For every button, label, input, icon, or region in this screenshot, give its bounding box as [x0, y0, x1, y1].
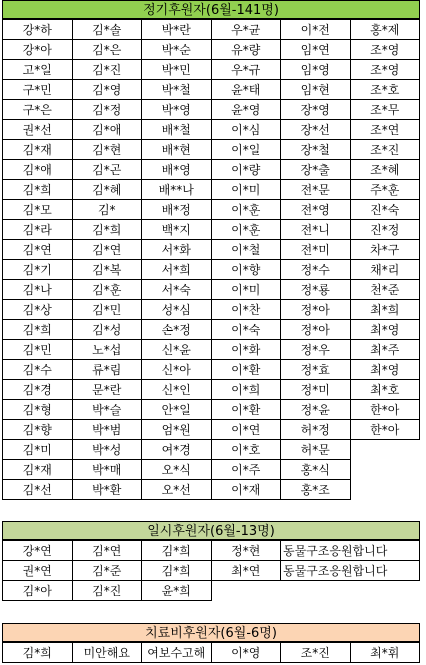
- table-row: [3, 20, 420, 40]
- donor-name-cell: 여보수고해: [142, 643, 212, 663]
- donor-name-cell: 강*하: [3, 20, 73, 40]
- donor-name-cell: 신*윤: [142, 340, 212, 360]
- donor-name-cell: 박*환: [72, 480, 142, 500]
- donor-name-cell: 신*인: [142, 380, 212, 400]
- table-row: [3, 280, 420, 300]
- donor-name-cell: 강*연: [3, 541, 73, 561]
- donor-name-cell: 이*환: [211, 400, 281, 420]
- table-row: [3, 120, 420, 140]
- donor-name-cell: 윤*희: [142, 581, 212, 601]
- donor-name-cell: 배*철: [142, 120, 212, 140]
- onetime-donors-section: [2, 521, 420, 601]
- donor-name-cell: 여*경: [142, 440, 212, 460]
- donor-name-cell: 허*문: [281, 440, 351, 460]
- table-row: [3, 160, 420, 180]
- table-row: [3, 220, 420, 240]
- table-row: [3, 60, 420, 80]
- table-row: [3, 380, 420, 400]
- donor-name-cell: 최*휘: [350, 643, 420, 663]
- donor-name-cell: 최*호: [350, 380, 420, 400]
- donor-name-cell: 김*연: [72, 240, 142, 260]
- donor-name-cell: 김*수: [3, 360, 73, 380]
- donor-note-cell: [281, 581, 420, 601]
- regular-donors-table: [2, 19, 420, 500]
- donor-name-cell: 조*호: [350, 80, 420, 100]
- donor-name-cell: 노*섭: [72, 340, 142, 360]
- donor-name-cell: 서*숙: [142, 280, 212, 300]
- donor-name-cell: 윤*태: [211, 80, 281, 100]
- donor-name-cell: 윤*영: [211, 100, 281, 120]
- donor-name-cell: 이*철: [211, 240, 281, 260]
- donor-name-cell: 조*혜: [350, 160, 420, 180]
- donor-name-cell: 이*훈: [211, 200, 281, 220]
- donor-name-cell: 김*희: [3, 180, 73, 200]
- donor-name-cell: 김*훈: [72, 280, 142, 300]
- donor-name-cell: 전*문: [281, 180, 351, 200]
- donor-name-cell: 김*진: [72, 60, 142, 80]
- donor-name-cell: 홍*식: [281, 460, 351, 480]
- donor-name-cell: 박*영: [142, 100, 212, 120]
- donor-name-cell: 신*아: [142, 360, 212, 380]
- regular-donors-section: [2, 0, 420, 500]
- donor-name-cell: 박*매: [72, 460, 142, 480]
- donor-name-cell: 김*연: [3, 240, 73, 260]
- donor-name-cell: 이*환: [211, 360, 281, 380]
- donor-name-cell: 이*영: [211, 643, 281, 663]
- donor-name-cell: 정*수: [281, 260, 351, 280]
- donor-name-cell: [350, 440, 420, 460]
- donor-name-cell: 조*영: [350, 40, 420, 60]
- table-row: [3, 561, 420, 581]
- donor-name-cell: 배*영: [142, 160, 212, 180]
- donor-name-cell: 서*화: [142, 240, 212, 260]
- table-row: [3, 420, 420, 440]
- donor-name-cell: 박*슬: [72, 400, 142, 420]
- donor-name-cell: 김*재: [3, 140, 73, 160]
- donor-name-cell: 채*리: [350, 260, 420, 280]
- donor-name-cell: 오*선: [142, 480, 212, 500]
- donor-name-cell: 장*출: [281, 160, 351, 180]
- donor-name-cell: 조*영: [350, 60, 420, 80]
- donor-name-cell: 박*범: [72, 420, 142, 440]
- donor-name-cell: 김*민: [72, 300, 142, 320]
- regular-donors-header: 정기후원자(6월-141명): [2, 0, 420, 19]
- onetime-donors-table: [2, 540, 420, 601]
- donor-name-cell: [211, 581, 281, 601]
- donor-name-cell: 장*영: [281, 100, 351, 120]
- table-row: [3, 260, 420, 280]
- donor-name-cell: 박*순: [142, 40, 212, 60]
- donor-name-cell: 김*희: [72, 220, 142, 240]
- donor-name-cell: 김*성: [72, 320, 142, 340]
- donor-name-cell: 김*진: [72, 581, 142, 601]
- donor-name-cell: 정*효: [281, 360, 351, 380]
- donor-name-cell: 허*정: [281, 420, 351, 440]
- donor-name-cell: 구*민: [3, 80, 73, 100]
- donor-name-cell: 최*영: [350, 320, 420, 340]
- donor-name-cell: 강*아: [3, 40, 73, 60]
- donor-name-cell: 엄*원: [142, 420, 212, 440]
- donor-name-cell: 김*형: [3, 400, 73, 420]
- donor-name-cell: 이*량: [211, 160, 281, 180]
- donor-note-cell: 동물구조응원합니다: [281, 561, 420, 581]
- donor-name-cell: 정*룡: [281, 280, 351, 300]
- donor-name-cell: 조*무: [350, 100, 420, 120]
- donor-name-cell: 정*윤: [281, 400, 351, 420]
- donor-name-cell: 김*혜: [72, 180, 142, 200]
- donor-name-cell: [350, 460, 420, 480]
- donor-name-cell: 김*애: [3, 160, 73, 180]
- donor-name-cell: 고*일: [3, 60, 73, 80]
- medical-donors-table: [2, 642, 420, 663]
- table-row: [3, 340, 420, 360]
- donor-name-cell: 천*준: [350, 280, 420, 300]
- donor-name-cell: 김*희: [142, 541, 212, 561]
- donor-name-cell: 이*연: [211, 420, 281, 440]
- donor-name-cell: 김*라: [3, 220, 73, 240]
- donor-name-cell: 김*정: [72, 100, 142, 120]
- donor-name-cell: 조*진: [281, 643, 351, 663]
- donor-name-cell: 조*연: [350, 120, 420, 140]
- donor-name-cell: 주*훈: [350, 180, 420, 200]
- table-row: [3, 100, 420, 120]
- donor-name-cell: 홍*제: [350, 20, 420, 40]
- donor-name-cell: 정*우: [281, 340, 351, 360]
- medical-donors-section: [2, 623, 420, 663]
- donor-name-cell: 이*찬: [211, 300, 281, 320]
- donor-name-cell: 박*민: [142, 60, 212, 80]
- donor-name-cell: 김*모: [3, 200, 73, 220]
- table-row: [3, 40, 420, 60]
- table-row: [3, 480, 420, 500]
- donor-name-cell: 이*일: [211, 140, 281, 160]
- donor-name-cell: 차*구: [350, 240, 420, 260]
- donor-name-cell: 진*숙: [350, 200, 420, 220]
- donor-name-cell: 김*곤: [72, 160, 142, 180]
- donor-name-cell: 김*나: [3, 280, 73, 300]
- donor-name-cell: 장*철: [281, 140, 351, 160]
- donor-name-cell: 홍*조: [281, 480, 351, 500]
- donor-name-cell: 이*재: [211, 480, 281, 500]
- donor-name-cell: 김*희: [3, 643, 73, 663]
- table-row: [3, 80, 420, 100]
- table-row: [3, 400, 420, 420]
- donor-name-cell: 이*미: [211, 280, 281, 300]
- donor-name-cell: 정*미: [281, 380, 351, 400]
- donor-name-cell: 배*현: [142, 140, 212, 160]
- donor-name-cell: 서*희: [142, 260, 212, 280]
- donor-name-cell: 정*아: [281, 300, 351, 320]
- table-row: [3, 360, 420, 380]
- donor-name-cell: 김*선: [3, 480, 73, 500]
- table-row: [3, 460, 420, 480]
- donor-name-cell: 안*일: [142, 400, 212, 420]
- donor-name-cell: 배*정: [142, 200, 212, 220]
- table-row: [3, 180, 420, 200]
- donor-name-cell: 김*: [72, 200, 142, 220]
- donor-name-cell: 김*경: [3, 380, 73, 400]
- medical-donors-header: 치료비후원자(6월-6명): [2, 623, 420, 642]
- donor-name-cell: 이*향: [211, 260, 281, 280]
- donor-name-cell: 최*주: [350, 340, 420, 360]
- donor-name-cell: 백*지: [142, 220, 212, 240]
- donor-name-cell: 김*희: [3, 320, 73, 340]
- donor-name-cell: 김*준: [72, 561, 142, 581]
- table-row: [3, 200, 420, 220]
- donor-name-cell: 오*식: [142, 460, 212, 480]
- donor-name-cell: 전*니: [281, 220, 351, 240]
- donor-name-cell: 김*은: [72, 40, 142, 60]
- donor-name-cell: 이*전: [281, 20, 351, 40]
- donor-name-cell: 전*미: [281, 240, 351, 260]
- donor-name-cell: 최*연: [211, 561, 281, 581]
- donor-name-cell: 김*기: [3, 260, 73, 280]
- donor-name-cell: 정*아: [281, 320, 351, 340]
- table-row: [3, 541, 420, 561]
- table-row: [3, 240, 420, 260]
- donor-name-cell: 장*선: [281, 120, 351, 140]
- donor-name-cell: 미안해요: [72, 643, 142, 663]
- donor-name-cell: 박*철: [142, 80, 212, 100]
- table-row: [3, 300, 420, 320]
- donor-name-cell: 최*희: [350, 300, 420, 320]
- donor-name-cell: 권*선: [3, 120, 73, 140]
- donor-name-cell: 전*영: [281, 200, 351, 220]
- donor-name-cell: 성*심: [142, 300, 212, 320]
- donor-name-cell: 한*아: [350, 420, 420, 440]
- donor-name-cell: 한*아: [350, 400, 420, 420]
- donor-name-cell: 임*현: [281, 80, 351, 100]
- donor-name-cell: 이*심: [211, 120, 281, 140]
- donor-note-cell: 동물구조응원합니다: [281, 541, 420, 561]
- donor-name-cell: 김*향: [3, 420, 73, 440]
- donor-name-cell: 김*연: [72, 541, 142, 561]
- donor-name-cell: 김*애: [72, 120, 142, 140]
- donor-name-cell: 최*영: [350, 360, 420, 380]
- donor-name-cell: 김*현: [72, 140, 142, 160]
- table-row: [3, 643, 420, 663]
- donor-name-cell: 우*균: [211, 20, 281, 40]
- table-row: [3, 320, 420, 340]
- donor-name-cell: 이*화: [211, 340, 281, 360]
- donor-name-cell: 이*주: [211, 460, 281, 480]
- donor-name-cell: 김*영: [72, 80, 142, 100]
- donor-name-cell: 김*희: [142, 561, 212, 581]
- donor-name-cell: 문*란: [72, 380, 142, 400]
- donor-name-cell: 유*량: [211, 40, 281, 60]
- donor-name-cell: 이*훈: [211, 220, 281, 240]
- table-row: [3, 581, 420, 601]
- donor-name-cell: 배**나: [142, 180, 212, 200]
- donor-name-cell: 조*진: [350, 140, 420, 160]
- table-row: [3, 440, 420, 460]
- donor-name-cell: 박*성: [72, 440, 142, 460]
- donor-name-cell: 이*미: [211, 180, 281, 200]
- donor-name-cell: 임*연: [281, 40, 351, 60]
- donor-name-cell: 진*정: [350, 220, 420, 240]
- onetime-donors-header: 일시후원자(6월-13명): [2, 521, 420, 540]
- donor-name-cell: 구*은: [3, 100, 73, 120]
- donor-name-cell: 김*아: [3, 581, 73, 601]
- donor-name-cell: 우*규: [211, 60, 281, 80]
- donor-name-cell: 정*현: [211, 541, 281, 561]
- donor-name-cell: 이*호: [211, 440, 281, 460]
- donor-name-cell: 김*민: [3, 340, 73, 360]
- donor-name-cell: 이*숙: [211, 320, 281, 340]
- donor-name-cell: 김*미: [3, 440, 73, 460]
- donor-name-cell: 손*정: [142, 320, 212, 340]
- donor-name-cell: [350, 480, 420, 500]
- donor-name-cell: 류*림: [72, 360, 142, 380]
- donor-name-cell: 김*복: [72, 260, 142, 280]
- donor-name-cell: 김*재: [3, 460, 73, 480]
- donor-name-cell: 권*연: [3, 561, 73, 581]
- donor-name-cell: 임*영: [281, 60, 351, 80]
- donor-name-cell: 김*솔: [72, 20, 142, 40]
- donor-name-cell: 박*란: [142, 20, 212, 40]
- donor-name-cell: 이*희: [211, 380, 281, 400]
- donor-name-cell: 김*상: [3, 300, 73, 320]
- table-row: [3, 140, 420, 160]
